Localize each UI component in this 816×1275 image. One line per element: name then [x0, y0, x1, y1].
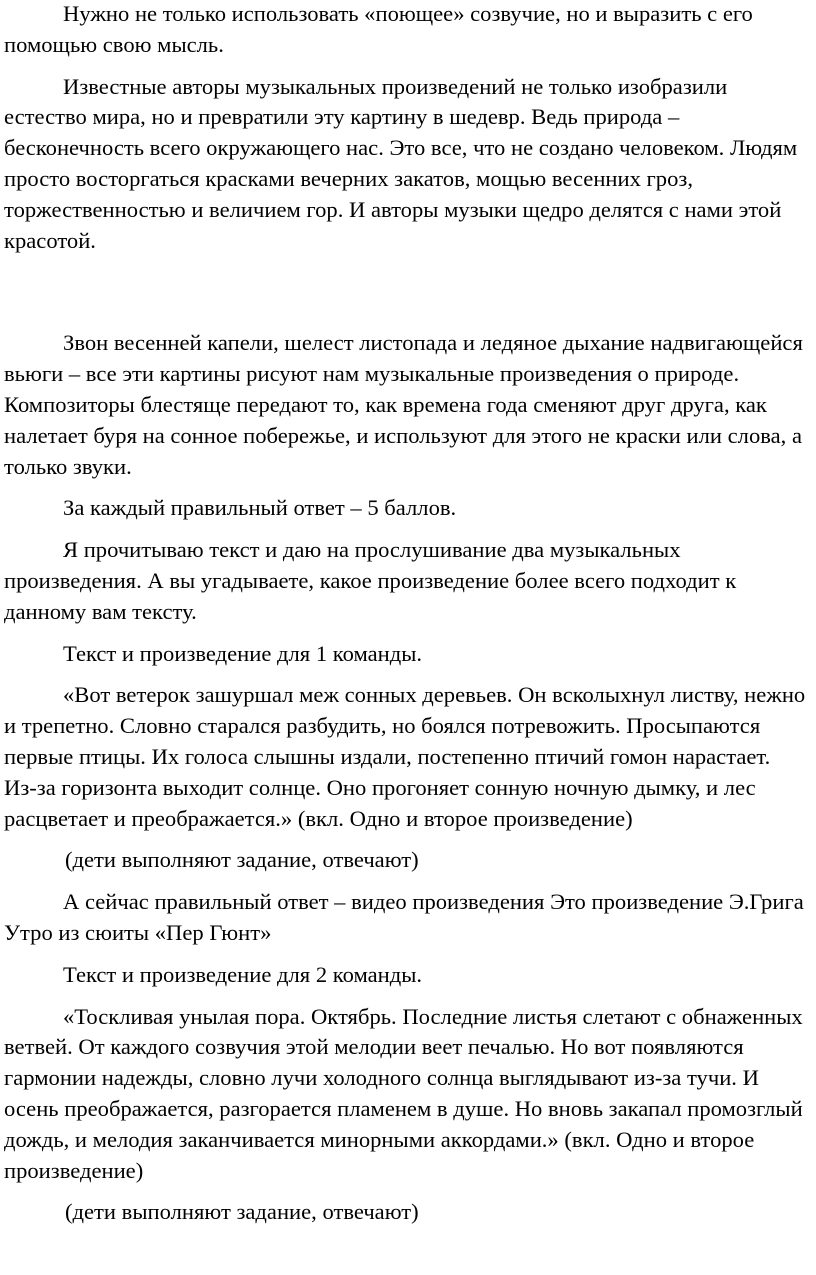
paragraph-team2-text: «Тоскливая унылая пора. Октябрь. Последние листья слетают с обнаженных ветвей. От каждого созвучия этой мелодии веет печалью. Но вот появляются гармонии надежды, словно лучи холодного солнца выглядывают из-за тучи. И осень преображается, разгорается пламенем в душе. Но вновь закапал промозглый дождь, и мелодия заканчивается минорными аккордами.» (вкл. Одно и второе произведение)	[4, 1003, 803, 1183]
paragraph-task-note-2: (дети выполняют задание, отвечают)	[65, 1199, 419, 1225]
paragraph-task-note-1: (дети выполняют задание, отвечают)	[65, 847, 419, 873]
paragraph-scoring: За каждый правильный ответ – 5 баллов.	[63, 495, 457, 521]
paragraph-nature-sounds: Звон весенней капели, шелест листопада и ледяное дыхание надвигающейся вьюги – все эти картины рисуют нам музыкальные произведения о природе. Композиторы блестяще передают то, как времена года сменяют друг друга, как налетает буря на сонное побережье, и используют для этого не краски или слова, а только звуки.	[4, 330, 803, 479]
paragraph-team2-heading: Текст и произведение для 2 команды.	[63, 961, 423, 987]
paragraph-team1-text: «Вот ветерок зашуршал меж сонных деревьев. Он всколыхнул листву, нежно и трепетно. Словно старался разбудить, но боялся потревожить. Просыпаются первые птицы. Их голоса слышны издали, постепенно птичий гомон нарастает. Из-за горизонта выходит солнце. Оно прогоняет сонную ночную дымку, и лес расцветает и преображается.» (вкл. Одно и второе произведение)	[4, 682, 806, 831]
paragraph-team1-answer: А сейчас правильный ответ – видео произведения Это произведение Э.Грига Утро из сюиты «Пер Гюнт»	[4, 889, 804, 945]
paragraph-team1-heading: Текст и произведение для 1 команды.	[63, 640, 423, 666]
paragraph-nature-authors: Известные авторы музыкальных произведений не только изобразили естество мира, но и превратили эту картину в шедевр. Ведь природа – бесконечность всего окружающего нас. Это все, что не создано человеком. Людям просто восторгаться красками вечерних закатов, мощью весенних гроз, торжественностью и величием гор. И авторы музыки щедро делятся с нами этой красотой.	[4, 73, 798, 253]
paragraph-intro: Нужно не только использовать «поющее» созвучие, но и выразить с его помощью свою мысль.	[4, 1, 753, 57]
paragraph-instructions: Я прочитываю текст и даю на прослушивание два музыкальных произведения. А вы угадываете, какое произведение более всего подходит к данному вам тексту.	[4, 537, 737, 624]
